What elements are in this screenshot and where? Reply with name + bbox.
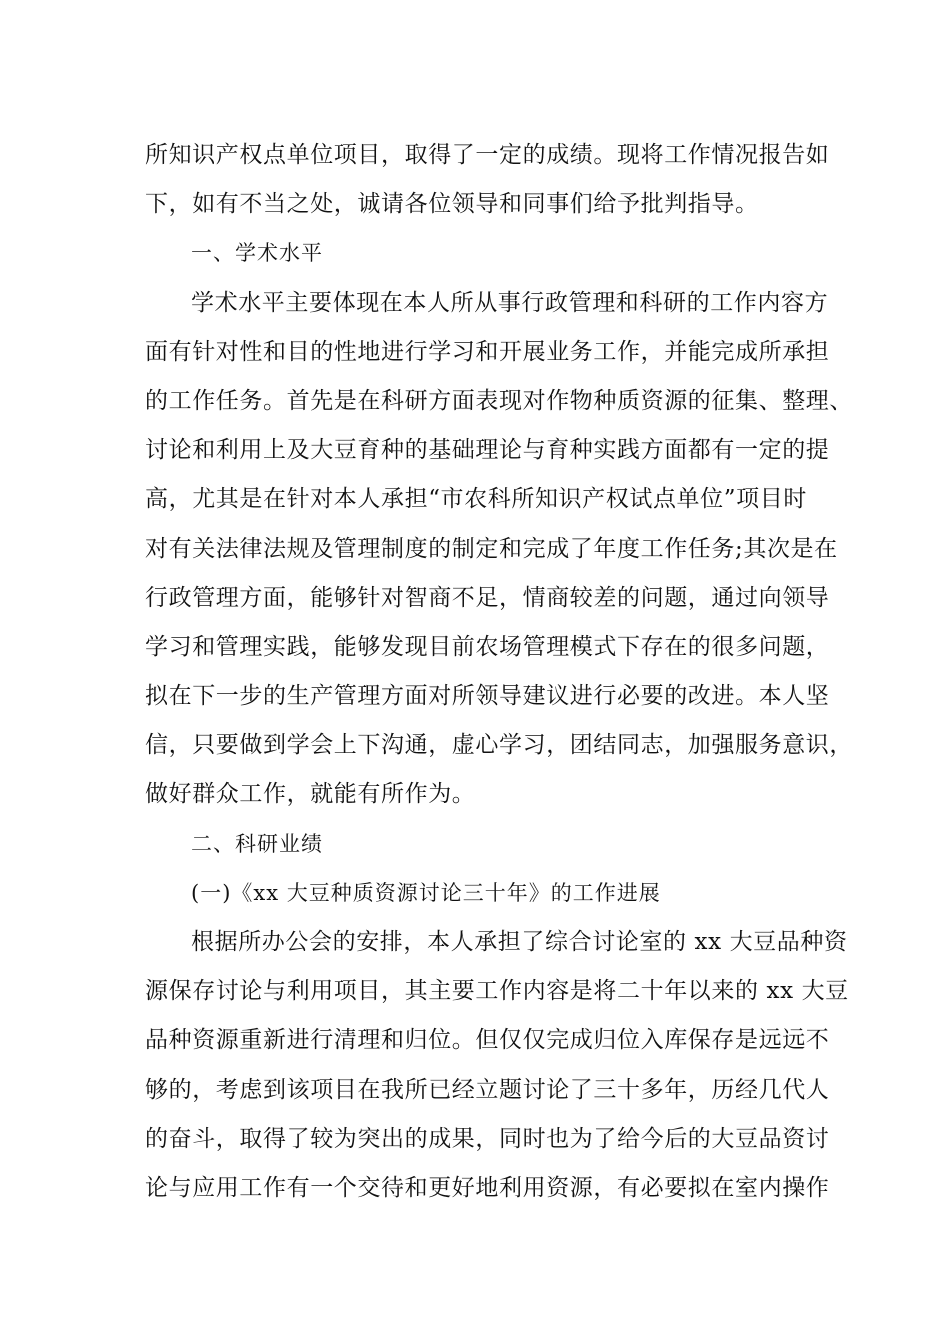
section-heading-research: 二、科研业绩 [191, 831, 323, 856]
text-line: 高，尤其是在针对本人承担“市农科所知识产权试点单位”项目时 [145, 486, 807, 513]
text-line: 下，如有不当之处，诚请各位领导和同事们给予批判指导。 [145, 191, 759, 218]
text-line: 对有关法律法规及管理制度的制定和完成了年度工作任务;其次是在 [145, 535, 838, 562]
text-line: 根据所办公会的安排，本人承担了综合讨论室的 xx 大豆品种资 [191, 929, 848, 955]
text-line: 的工作任务。首先是在科研方面表现对作物种质资源的征集、整理、 [145, 387, 853, 414]
text-line: 学术水平主要体现在本人所从事行政管理和科研的工作内容方 [191, 289, 829, 316]
subsection-heading: (一)《xx 大豆种质资源讨论三十年》的工作进展 [191, 880, 661, 905]
text-line: 讨论和利用上及大豆育种的基础理论与育种实践方面都有一定的提 [145, 437, 830, 464]
text-line: 拟在下一步的生产管理方面对所领导建议进行必要的改进。本人坚 [145, 683, 830, 710]
section-heading-academic: 一、学术水平 [191, 241, 323, 266]
text-line: 面有针对性和目的性地进行学习和开展业务工作，并能完成所承担 [145, 338, 830, 365]
text-line: 信，只要做到学会上下沟通，虚心学习，团结同志，加强服务意识， [145, 732, 853, 759]
text-line: 做好群众工作，就能有所作为。 [145, 781, 476, 808]
document-body [145, 131, 853, 1213]
text-line: 所知识产权点单位项目，取得了一定的成绩。现将工作情况报告如 [145, 142, 830, 168]
text-line: 行政管理方面，能够针对智商不足，情商较差的问题，通过向领导 [145, 584, 830, 611]
text-line: 品种资源重新进行清理和归位。但仅仅完成归位入库保存是远远不 [145, 1027, 830, 1054]
text-line: 够的，考虑到该项目在我所已经立题讨论了三十多年，历经几代人 [145, 1076, 830, 1103]
text-line: 学习和管理实践，能够发现目前农场管理模式下存在的很多问题， [145, 633, 830, 660]
text-line: 论与应用工作有一个交待和更好地利用资源，有必要拟在室内操作 [145, 1174, 830, 1201]
text-line: 的奋斗，取得了较为突出的成果，同时也为了给今后的大豆品资讨 [145, 1125, 830, 1152]
text-line: 源保存讨论与利用项目，其主要工作内容是将二十年以来的 xx 大豆 [145, 978, 849, 1005]
